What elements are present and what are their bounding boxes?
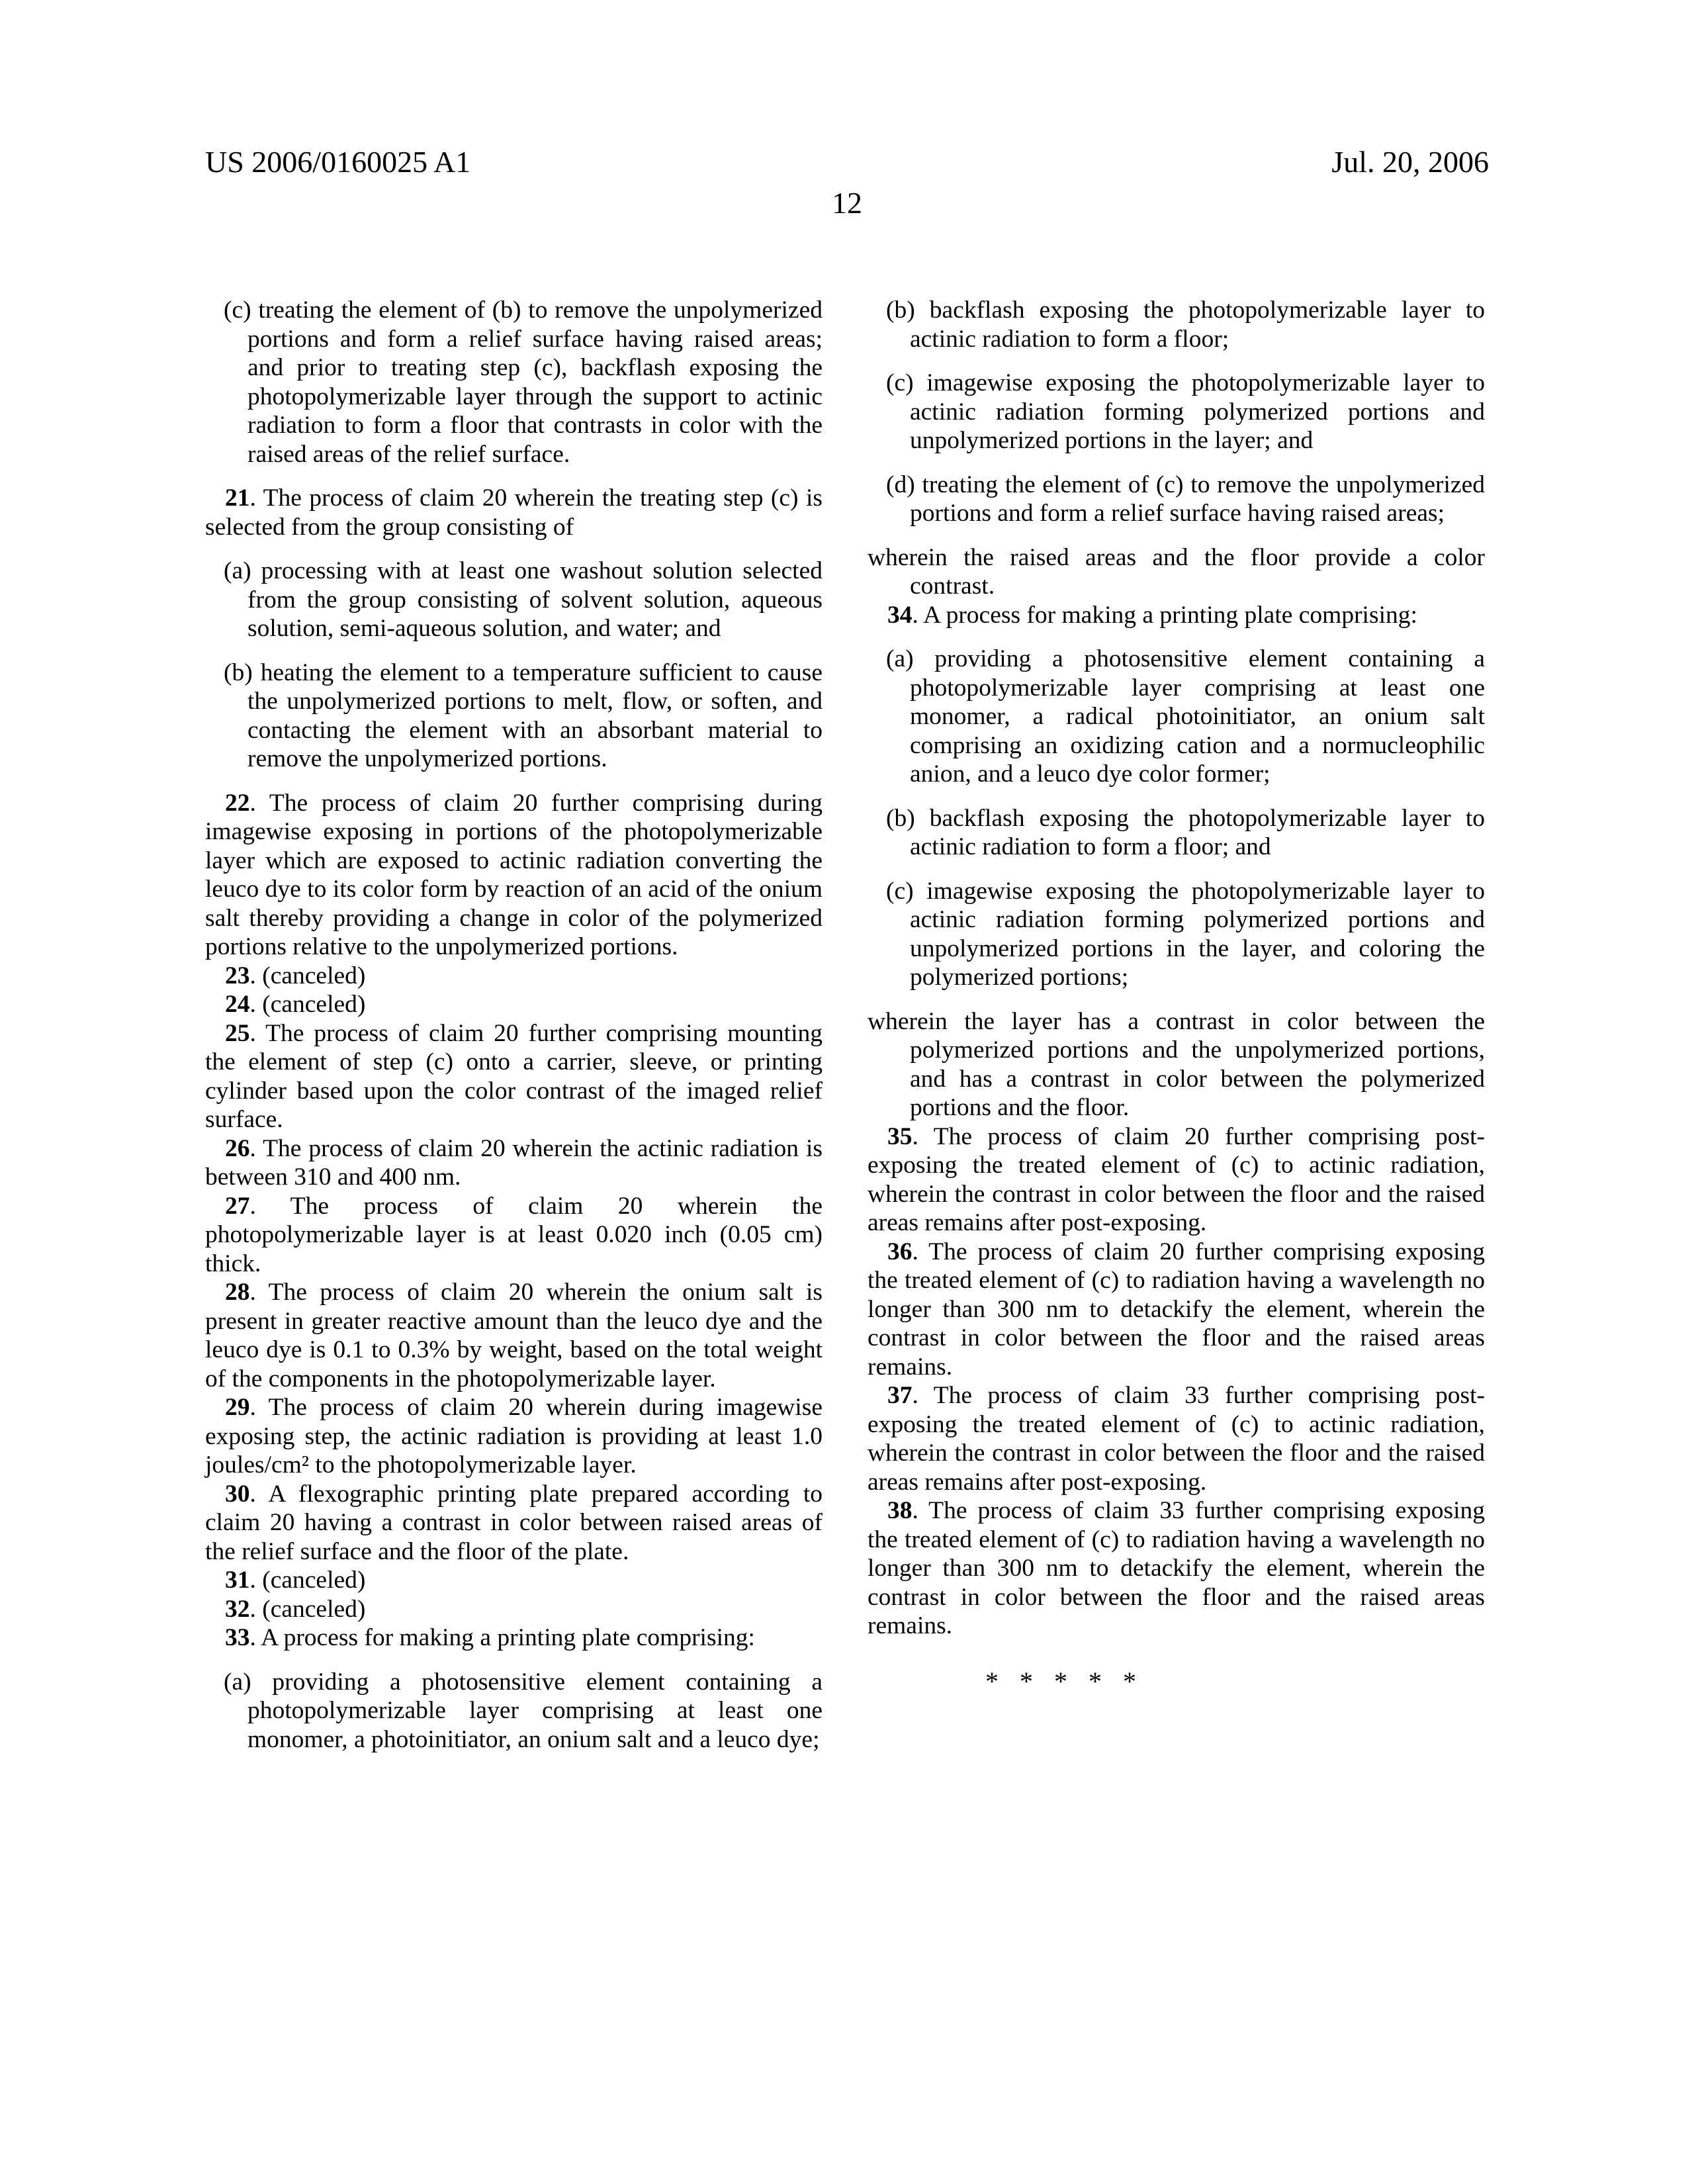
page-number: 12: [832, 186, 862, 220]
claim-text: . The process of claim 20 wherein the treating step (c) is selected from the group consisting of: [205, 484, 823, 541]
claim-33-item-d: [868, 471, 1485, 528]
claim-33-item-b: [868, 296, 1485, 353]
claim-text: . The process of claim 20 wherein during imagewise exposing step, the actinic radiation is providing at least 1.0 joules/cm² to the photopolymerizable layer.: [205, 1394, 823, 1479]
claim-text: . The process of claim 33 further comprising post-exposing the treated element of (c) to actinic radiation, wherein the contrast in color between the floor and the raised areas remains after post-exposing.: [868, 1382, 1485, 1496]
claim-36: [868, 1238, 1485, 1382]
claim-text: . (canceled): [249, 1567, 366, 1594]
claim-28: [205, 1278, 823, 1393]
claim-number: 25: [225, 1019, 250, 1047]
claim-30: [205, 1480, 823, 1567]
claim-32-canceled: [205, 1595, 823, 1624]
claim-text: . A process for making a printing plate comprising:: [249, 1624, 755, 1651]
claim-text: wherein the layer has a contrast in color between the polymerized portions and the unpolymerized portions, and has a contrast in color between the polymerized portions and the floor.: [868, 1007, 1485, 1121]
claim-text: . The process of claim 20 wherein the photopolymerizable layer is at least 0.020 inch (0.05 cm) thick.: [205, 1192, 823, 1277]
claim-text: . The process of claim 33 further comprising exposing the treated element of (c) to radiation having a wavelength no longer than 300 nm to detackify the element, wherein the contrast in color between the floor and the raised areas remains.: [868, 1497, 1485, 1639]
claim-20-item-c: [205, 296, 823, 469]
claim-number: 28: [225, 1279, 250, 1306]
claim-text: wherein the raised areas and the floor provide a color contrast.: [868, 543, 1485, 600]
claim-number: 27: [225, 1192, 250, 1220]
claim-22: [205, 789, 823, 962]
claim-number: 22: [225, 789, 250, 817]
right-column: [868, 296, 1485, 1769]
left-column: [205, 296, 823, 1769]
claim-number: 21: [225, 484, 250, 512]
claim-number: 24: [225, 991, 250, 1018]
claim-text: . The process of claim 20 wherein the actinic radiation is between 310 and 400 nm.: [205, 1134, 823, 1191]
page-header: [205, 146, 1489, 179]
claim-text: (b) heating the element to a temperature sufficient to cause the unpolymerized portions to melt, flow, or soften, and contacting the element with an absorbant material to remove the unpolymerized portions.: [224, 659, 823, 772]
claim-text: . (canceled): [249, 962, 366, 989]
claim-34-item-b: [868, 804, 1485, 862]
claim-text: . The process of claim 20 further comprising post-exposing the treated element of (c) to actinic radiation, wherein the contrast in color between the floor and the raised areas remains after post-exposing.: [868, 1122, 1485, 1236]
claim-text: . The process of claim 20 wherein the onium salt is present in greater reactive amount than the leuco dye and the leuco dye is 0.1 to 0.3% by weight, based on the total weight of the components in the photopolymerizable layer.: [205, 1279, 823, 1392]
claim-text: (b) backflash exposing the photopolymerizable layer to actinic radiation to form a floor;: [886, 296, 1485, 353]
claim-26: [205, 1134, 823, 1192]
claim-21: [205, 484, 823, 541]
claim-text: (b) backflash exposing the photopolymerizable layer to actinic radiation to form a floor; and: [886, 804, 1485, 860]
claim-27: [205, 1192, 823, 1279]
claim-29: [205, 1393, 823, 1480]
claim-number: 32: [225, 1595, 250, 1623]
claim-text: (a) providing a photosensitive element containing a photopolymerizable layer comprising at least one monomer, a photoinitiator, an onium salt and a leuco dye;: [224, 1668, 823, 1753]
claim-text: (d) treating the element of (c) to remove the unpolymerized portions and form a relief surface having raised areas;: [886, 471, 1485, 527]
claim-text: . The process of claim 20 further comprising mounting the element of step (c) onto a carrier, sleeve, or printing cylinder based upon the color contrast of the imaged relief surface.: [205, 1019, 823, 1133]
claim-number: 29: [225, 1394, 250, 1421]
claim-33: [205, 1623, 823, 1653]
claim-text: . (canceled): [249, 1595, 366, 1623]
publication-date: Jul. 20, 2006: [1331, 145, 1489, 179]
claim-number: 38: [887, 1497, 913, 1524]
claim-31-canceled: [205, 1566, 823, 1595]
claim-33-wherein-clause: [868, 543, 1485, 601]
claim-text: (a) providing a photosensitive element containing a photopolymerizable layer comprising at least one monomer, a radical photoinitiator, an onium salt comprising an oxidizing cation and a normucleophilic anion, and a leuco dye color former;: [886, 645, 1485, 788]
claim-34-wherein-clause: [868, 1007, 1485, 1122]
claim-number: 33: [225, 1624, 250, 1651]
claim-21-item-a: [205, 557, 823, 643]
claim-24-canceled: [205, 990, 823, 1019]
claim-35: [868, 1122, 1485, 1238]
claim-38: [868, 1496, 1485, 1641]
claim-number: 31: [225, 1567, 250, 1594]
claims-text-body: [205, 296, 1485, 1769]
claim-number: 30: [225, 1480, 250, 1508]
claim-33-item-c: [868, 369, 1485, 455]
claim-34-item-a: [868, 645, 1485, 789]
claim-33-item-a: [205, 1668, 823, 1754]
claim-text: . A process for making a printing plate comprising:: [912, 601, 1417, 629]
end-of-claims-asterisks: * * * * *: [985, 1666, 1136, 1696]
claim-34-item-c: [868, 877, 1485, 992]
claim-text: . A flexographic printing plate prepared according to claim 20 having a contrast in color between raised areas of the relief surface and the floor of the plate.: [205, 1480, 823, 1565]
claim-text: . (canceled): [249, 991, 366, 1018]
claim-21-item-b: [205, 659, 823, 774]
claim-23-canceled: [205, 962, 823, 991]
patent-publication-number: US 2006/0160025 A1: [205, 145, 471, 179]
claim-text: . The process of claim 20 further comprising during imagewise exposing in portions of the photopolymerizable layer which are exposed to actinic radiation converting the leuco dye to its color form by reaction of an acid of the onium salt thereby providing a change in color of the polymerized portions relative to the unpolymerized portions.: [205, 789, 823, 960]
claim-text: (a) processing with at least one washout solution selected from the group consisting of solvent solution, aqueous solution, semi-aqueous solution, and water; and: [224, 557, 823, 642]
claim-25: [205, 1019, 823, 1134]
claim-number: 35: [887, 1122, 913, 1150]
claim-number: 26: [225, 1134, 250, 1162]
claim-34: [868, 601, 1485, 630]
claim-number: 23: [225, 962, 250, 989]
claim-37: [868, 1381, 1485, 1496]
claim-text: (c) imagewise exposing the photopolymerizable layer to actinic radiation forming polymerized portions and unpolymerized portions in the layer, and coloring the polymerized portions;: [886, 877, 1485, 991]
claim-number: 37: [887, 1382, 913, 1409]
claim-number: 34: [887, 601, 913, 629]
claim-text: (c) treating the element of (b) to remove the unpolymerized portions and form a relief surface having raised areas; and prior to treating step (c), backflash exposing the photopolymerizable layer through the support to actinic radiation to form a floor that contrasts in color with the raised areas of the relief surface.: [224, 296, 823, 468]
claim-number: 36: [887, 1238, 913, 1265]
claim-text: . The process of claim 20 further comprising exposing the treated element of (c) to radiation having a wavelength no longer than 300 nm to detackify the element, wherein the contrast in color between the floor and the raised areas remains.: [868, 1238, 1485, 1381]
claim-text: (c) imagewise exposing the photopolymerizable layer to actinic radiation forming polymerized portions and unpolymerized portions in the layer; and: [886, 369, 1485, 454]
